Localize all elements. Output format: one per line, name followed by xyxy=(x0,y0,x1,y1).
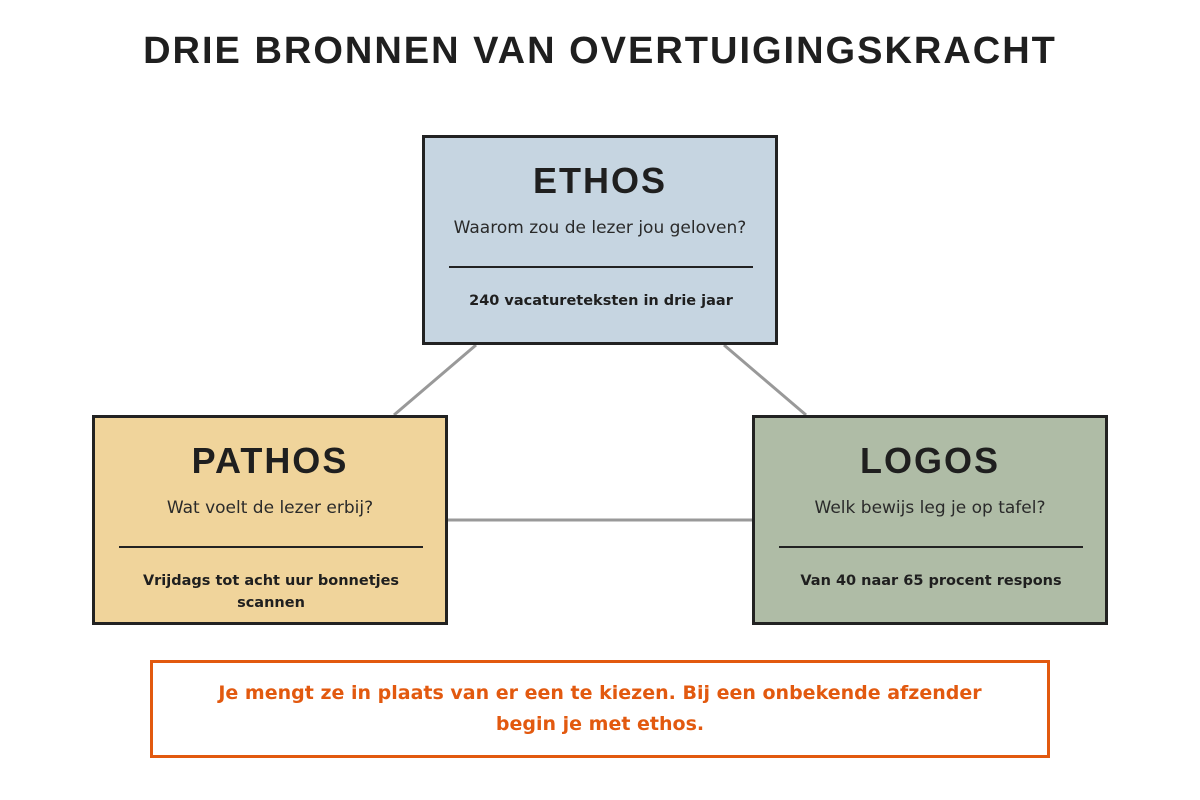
pathos-divider xyxy=(119,546,423,548)
pathos-box xyxy=(92,415,448,625)
pathos-question: Wat voelt de lezer erbij? xyxy=(166,498,374,518)
summary-callout xyxy=(150,660,1050,758)
ethos-question: Waarom zou de lezer jou geloven? xyxy=(453,218,747,238)
diagram-title: DRIE BRONNEN VAN OVERTUIGINGSKRACHT xyxy=(143,30,1057,72)
logos-question: Welk bewijs leg je op tafel? xyxy=(814,498,1046,518)
logos-heading: LOGOS xyxy=(859,440,1000,481)
logos-divider xyxy=(779,546,1083,548)
logos-detail: Van 40 naar 65 procent respons xyxy=(800,573,1062,589)
connector-ethos-pathos xyxy=(394,345,476,415)
pathos-detail: Vrijdags tot acht uur bonnetjes scannen xyxy=(142,573,400,611)
ethos-box xyxy=(422,135,778,345)
ethos-heading: ETHOS xyxy=(532,160,667,201)
ethos-detail: 240 vacatureteksten in drie jaar xyxy=(469,293,733,309)
connector-ethos-logos xyxy=(724,345,806,415)
summary-callout-text: Je mengt ze in plaats van er een te kiezen. Bij een onbekende afzender begin je met ethos. xyxy=(218,682,982,735)
ethos-divider xyxy=(449,266,753,268)
logos-box xyxy=(752,415,1108,625)
pathos-heading: PATHOS xyxy=(191,440,349,481)
